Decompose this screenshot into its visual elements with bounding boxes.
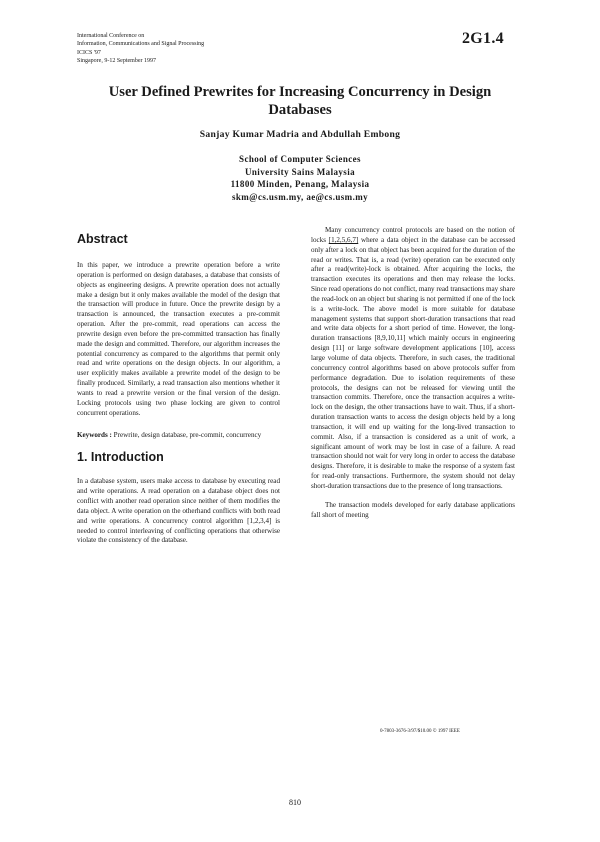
affiliation-university: University Sains Malaysia bbox=[244, 166, 355, 177]
affiliation-address: 11800 Minden, Penang, Malaysia bbox=[230, 179, 370, 189]
abstract-text: In this paper, we introduce a prewrite operation before a write operation is performed on design databases, a database that consists of objects as engineering designs. A prewrite operation does not actually make a design but it only makes available the model of the design that the transaction will produce in future. Once the prewrite design by a transaction is announced, the transaction executes a pre-commit operation. After the pre-commit, read operations can access the prewrite design even before the pre-committed transaction has finally made the design and committed. Therefore, our algorithm increases the potential concurrency as compared to the algorithms that permit only read and write operations on the design objects. In our algorithm, a user explicitly makes available a prewrite model of the design to be finally produced. Similarly, a read transaction also mentions whether it wants to read a prewrite version or the final version of the design. Locking protocols using two phase locking are given to control concurrent operations. bbox=[77, 261, 280, 417]
para1-before-ref: Many concurrency control protocols are based on the notion of locks bbox=[311, 226, 515, 244]
abstract-heading: Abstract bbox=[77, 232, 128, 246]
paper-code: 2G1.4 bbox=[462, 30, 504, 47]
para1-after-ref: where a data object in the database can be accessed only after a lock on that object has been acquired for the duration of the read or writes. That is, a read (write) operation can be executed only after a read(write)-lock is obtained. After acquiring the locks, the transaction executes its operations and then may release the locks. Since read operations do not conflict, many read transactions may share the read-lock on an object but sharing is not permitted if one of the lock is a write-lock. The above model is more suitable for database management systems that support short-duration transactions that read and write data objects for a short period of time. However, the long-duration transactions [8,9,10,11] which mainly occurs in engineering design [11] or large software development applications [10], access large volume of data objects. Therefore, in such cases, the traditional concurrency control algorithms based on above protocols suffer from performance degradation. Due to isolation requirements of these protocols, the designs can not be released for viewing until the transaction commits. Therefore, once the transaction acquires a write-lock on the design, the other transactions have to wait. Thus, if a short-duration transaction wants to access the design objects held by a long transaction, it will end up waiting for the long-lived transaction to commit. Also, if a transaction is considered as a unit of work, a significant amount of work may be lost in case of a failure. A read transaction should not wait for very long in order to access the database designs. Therefore, it is desirable to make the response of a system fast for read-only transactions. Furthermore, the system should not delay short-duration transactions due to the presence of long transactions. bbox=[311, 235, 515, 490]
affiliation-school: School of Computer Sciences bbox=[239, 154, 361, 164]
conference-info bbox=[77, 32, 204, 66]
right-paragraph-2: The transaction models developed for early database applications fall short of meeting bbox=[311, 500, 515, 519]
keywords-label: Keywords : bbox=[77, 430, 112, 439]
citation-link[interactable]: [1,2,5,6,7] bbox=[328, 235, 359, 244]
keywords bbox=[77, 431, 280, 441]
right-column bbox=[311, 226, 515, 520]
affiliation-emails: skm@cs.usm.my, ae@cs.usm.my bbox=[231, 191, 369, 202]
copyright-notice: 0-7803-3676-3/97/$10.00 © 1997 IEEE bbox=[380, 729, 460, 734]
paper-title: User Defined Prewrites for Increasing Concurrency in Design Databases bbox=[108, 84, 492, 118]
introduction-heading: 1. Introduction bbox=[77, 450, 164, 465]
conference-line: International Conference on bbox=[77, 33, 145, 39]
conference-line: Information, Communications and Signal Processing bbox=[77, 41, 205, 48]
keywords-text: Prewrite, design database, pre-commit, concurrency bbox=[113, 430, 262, 439]
affiliation bbox=[150, 153, 450, 203]
conference-line: Singapore, 9-12 September 1997 bbox=[77, 58, 156, 65]
paper-authors: Sanjay Kumar Madria and Abdullah Embong bbox=[199, 129, 401, 140]
right-paragraph-1 bbox=[311, 226, 515, 492]
left-column bbox=[77, 228, 280, 546]
page-number: 810 bbox=[289, 798, 301, 807]
conference-line: ICICS '97 bbox=[77, 49, 101, 56]
introduction-text: In a database system, users make access to database by executing read and write operations. A read operation on a database object does not conflict with another read operation since neither of them modifies the data object. A write operation on the otherhand conflicts with both read and write operations. A concurrency control algorithm [1,2,3,4] is needed to control interleaving of conflicting operations that otherwise violate the consistency of the database. bbox=[77, 477, 280, 545]
